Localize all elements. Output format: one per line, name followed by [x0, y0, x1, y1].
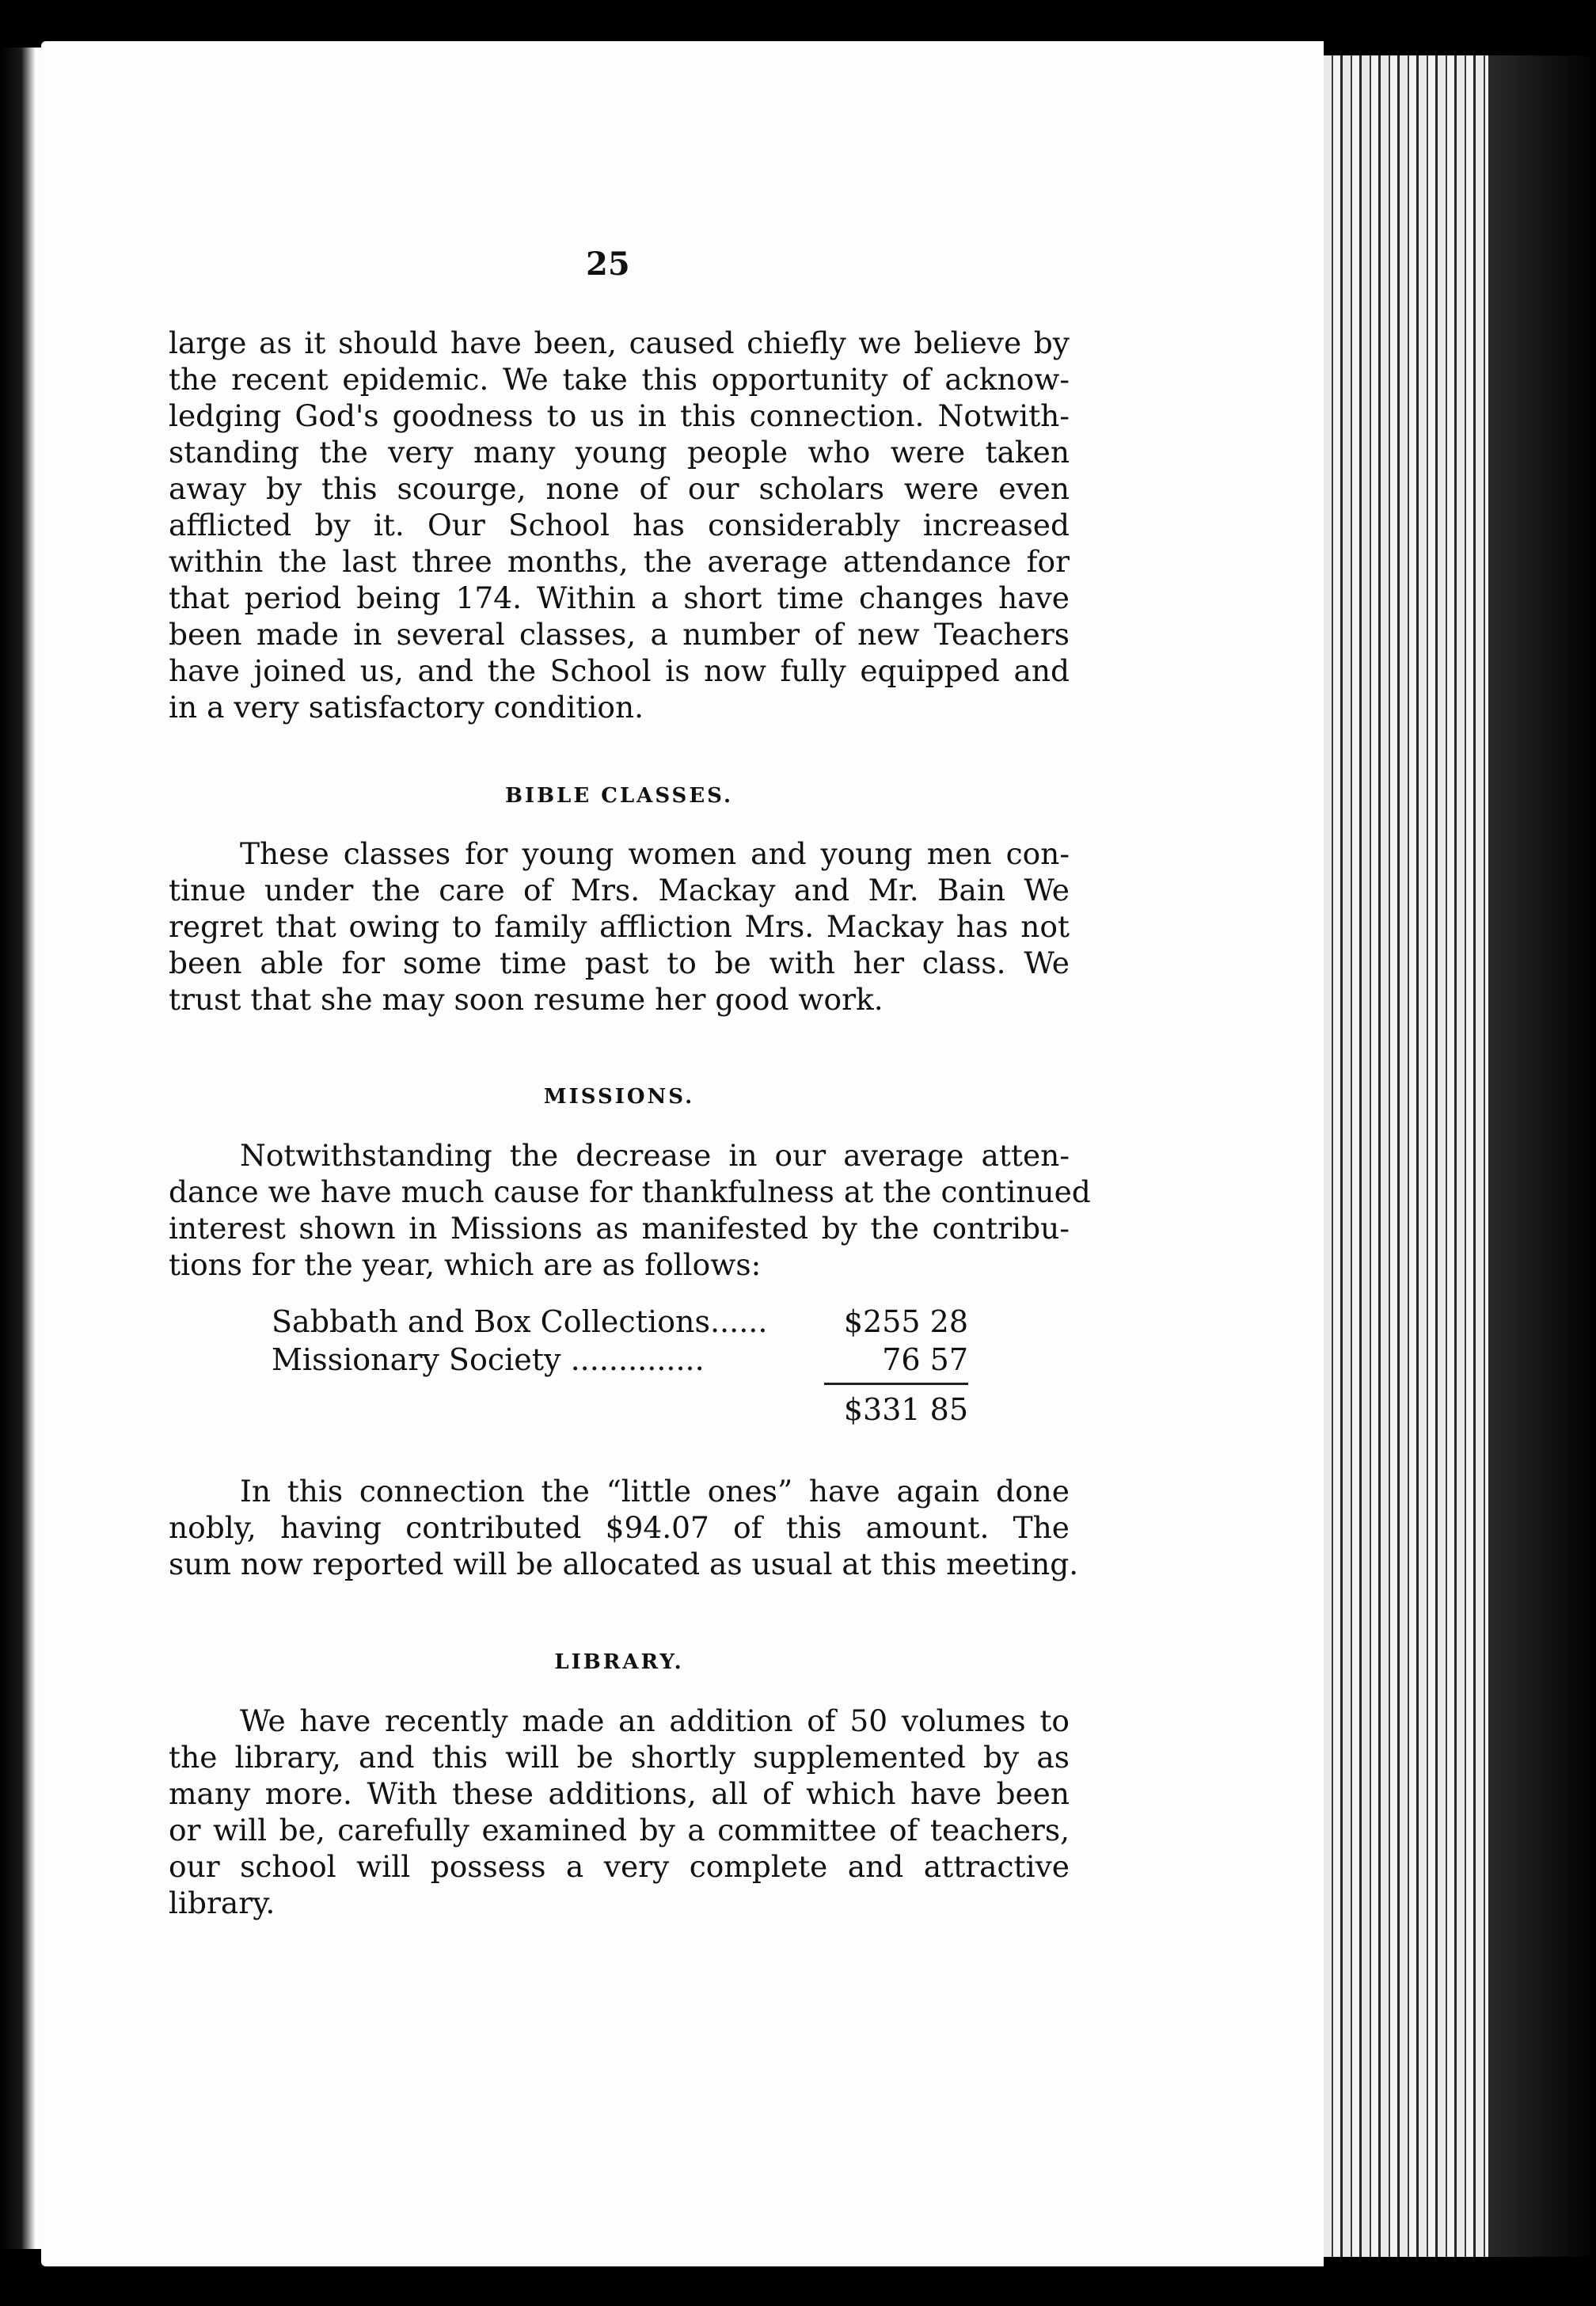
text-line: regret that owing to family affliction Mrs. Mackay has not: [169, 909, 1070, 944]
text-line: library.: [169, 1886, 276, 1920]
text-line: Notwithstanding the decrease in our average atten-: [240, 1138, 1070, 1173]
ledger-label: Missionary Society ..............: [272, 1342, 705, 1377]
text-line: our school will possess a very complete and attractive: [169, 1849, 1070, 1884]
ledger-row: [272, 1303, 968, 1341]
ledger-amount: $255 28: [843, 1304, 968, 1339]
text-line: been made in several classes, a number of new Teachers: [169, 617, 1070, 652]
text-line: large as it should have been, caused chiefly we believe by: [169, 325, 1070, 360]
text-line: In this connection the “little ones” have again done: [240, 1474, 1070, 1509]
text-line: sum now reported will be allocated as usual at this meeting.: [169, 1547, 1079, 1581]
ledger-amount: 76 57: [882, 1342, 968, 1377]
text-line: standing the very many young people who were taken: [169, 435, 1070, 470]
text-line: have joined us, and the School is now fully equipped and: [169, 653, 1070, 688]
text-line: nobly, having contributed $94.07 of this amount. The: [169, 1510, 1070, 1545]
text-line: tions for the year, which are as follows:: [169, 1247, 762, 1282]
text-line: These classes for young women and young men con-: [240, 836, 1070, 871]
paragraph-missions: [169, 1137, 1091, 1283]
text-line: within the last three months, the average attendance for: [169, 544, 1070, 579]
previous-page-edge: [0, 48, 48, 2249]
text-line: in a very satisfactory condition.: [169, 690, 644, 725]
paragraph-bible-classes: [169, 835, 1070, 1018]
text-line: been able for some time past to be with her class. We: [169, 946, 1070, 980]
paragraph-library: [169, 1703, 1070, 1921]
text-line: the library, and this will be shortly supplemented by as: [169, 1740, 1070, 1775]
text-line: dance we have much cause for thankfulness at the continued: [169, 1174, 1091, 1209]
paragraph-little-ones: [169, 1473, 1079, 1582]
ledger-row: [272, 1341, 968, 1379]
ledger-sum-rule: [824, 1383, 968, 1385]
page-number: 25: [586, 245, 630, 283]
section-heading-missions: MISSIONS.: [543, 1085, 695, 1109]
text-line: away by this scourge, none of our scholars were even: [169, 471, 1070, 506]
text-line: interest shown in Missions as manifested by the contribu-: [169, 1211, 1070, 1246]
text-line: We have recently made an addition of 50 volumes to: [240, 1703, 1070, 1738]
section-heading-library: LIBRARY.: [554, 1650, 684, 1674]
text-line: afflicted by it. Our School has considerably increased: [169, 508, 1070, 542]
contributions-ledger: [272, 1303, 968, 1379]
paragraph-attendance: [169, 325, 1070, 725]
text-line: that period being 174. Within a short time changes have: [169, 580, 1070, 615]
text-line: trust that she may soon resume her good work.: [169, 982, 884, 1017]
text-line: ledging God's goodness to us in this connection. Notwith-: [169, 398, 1070, 433]
section-heading-bible-classes: BIBLE CLASSES.: [504, 784, 734, 808]
ledger-total: $331 85: [843, 1392, 968, 1427]
ledger-label: Sabbath and Box Collections......: [272, 1304, 768, 1339]
text-line: tinue under the care of Mrs. Mackay and Mr. Bain We: [169, 873, 1070, 908]
text-line: many more. With these additions, all of which have been: [169, 1776, 1070, 1811]
text-line: or will be, carefully examined by a committee of teachers,: [169, 1813, 1070, 1847]
book-edge-shadow: [1488, 55, 1596, 2257]
text-line: the recent epidemic. We take this opportunity of acknow-: [169, 362, 1070, 397]
